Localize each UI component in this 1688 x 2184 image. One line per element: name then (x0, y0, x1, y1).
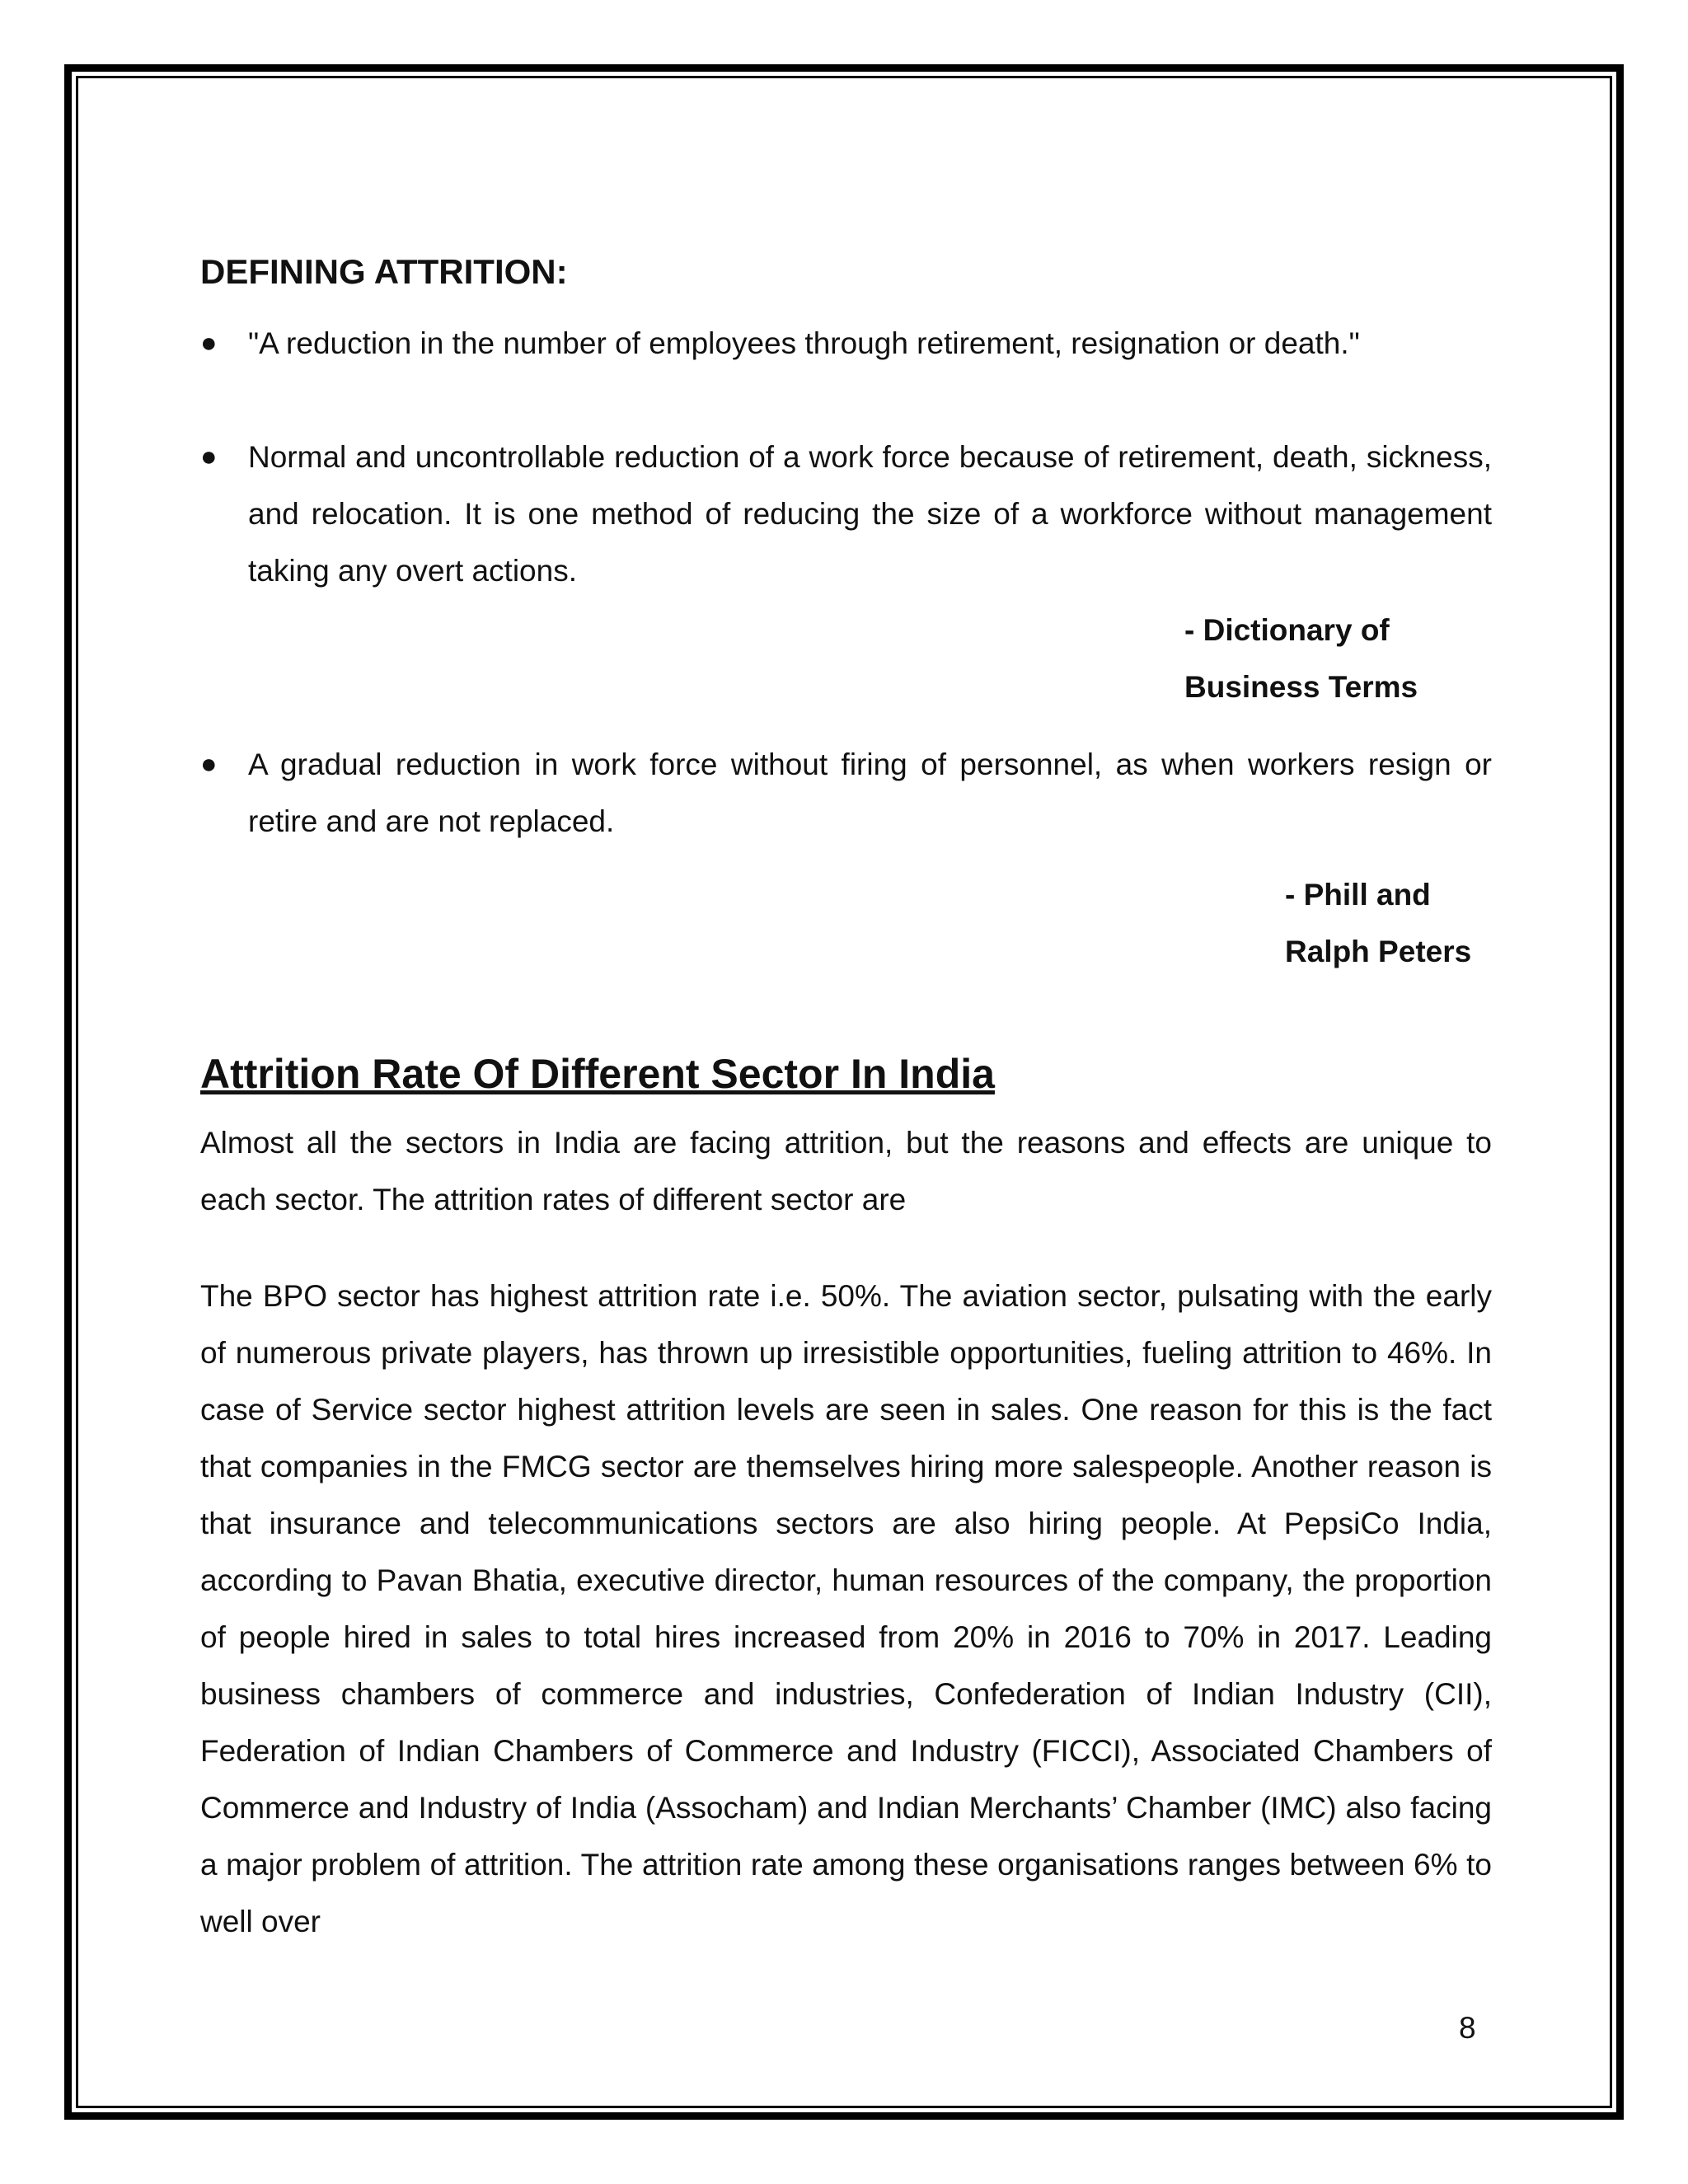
intro-text: Almost all the sectors in India are facing attrition, but the reasons and effects are unique to each sector. The attrition rates of different sector are (200, 1126, 1492, 1216)
definition-text: "A reduction in the number of employees through retirement, resignation or death." (248, 326, 1360, 360)
attribution-peters: - Phill and Ralph Peters (1285, 878, 1472, 968)
attribution-dictionary: - Dictionary of Business Terms (1184, 613, 1418, 704)
defining-attrition-heading: DEFINING ATTRITION: (200, 252, 568, 291)
definition-text: Normal and uncontrollable reduction of a work force because of retirement, death, sickness, and relocation. It is one method of reducing the size of a workforce without management taking any overt actions. (248, 440, 1492, 588)
page-number: 8 (1459, 2011, 1476, 2045)
definition-text: A gradual reduction in work force without firing of personnel, as when workers resign or retire and are not replaced. (248, 748, 1492, 838)
bullet-icon: ● (200, 327, 218, 359)
list-item (200, 315, 1492, 372)
body-text: The BPO sector has highest attrition rate i.e. 50%. The aviation sector, pulsating with the early of numerous private players, has thrown up irresistible opportunities, fueling attrition to 46%. In case of Service sector highest attrition levels are seen in sales. One reason for this is the fact that companies in the FMCG sector are themselves hiring more salespeople. Another reason is that insurance and telecommunications sectors are also hiring people. At PepsiCo India, according to Pavan Bhatia, executive director, human resources of the company, the proportion of people hired in sales to total hires increased from 20% in 2016 to 70% in 2017. Leading business chambers of commerce and industries, Confederation of Indian Industry (CII), Federation of Indian Chambers of Commerce and Industry (FICCI), Associated Chambers of Commerce and Industry of India (Assocham) and Indian Merchants’ Chamber (IMC) also facing a major problem of attrition. The attrition rate among these organisations ranges between 6% to well over (200, 1279, 1492, 1938)
list-item (200, 736, 1492, 850)
body-paragraph (200, 1268, 1492, 1950)
attrition-rate-heading: Attrition Rate Of Different Sector In India (200, 1051, 995, 1097)
bullet-icon: ● (200, 441, 218, 472)
list-item (200, 429, 1492, 599)
bullet-icon: ● (200, 748, 218, 780)
intro-paragraph (200, 1114, 1492, 1228)
